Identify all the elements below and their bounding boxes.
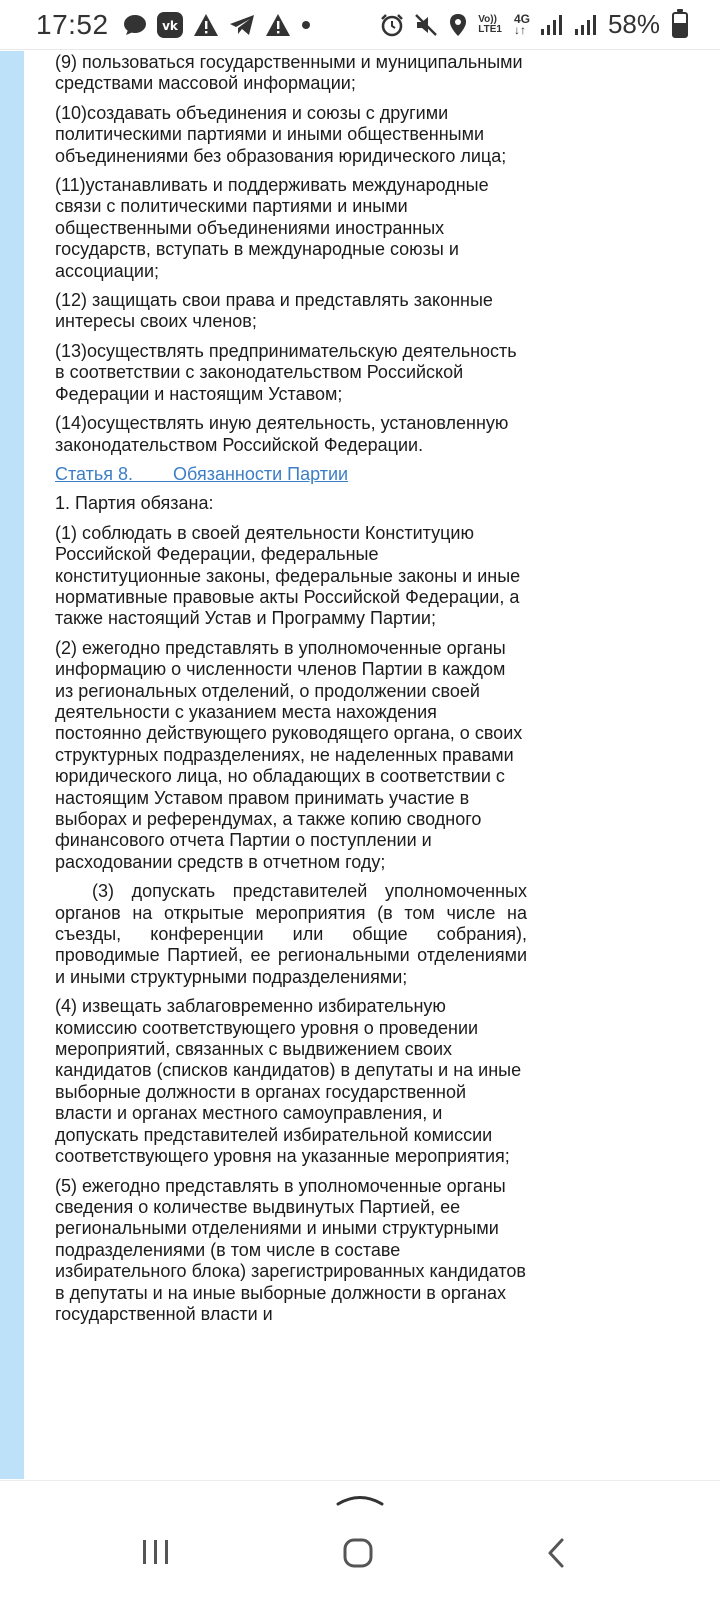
svg-text:vk: vk xyxy=(161,18,178,33)
list-item: (5) ежегодно представлять в уполномоченные органы сведения о количестве выдвинутых Партией, ее региональными отделениями и иными структурными подразделениями (в том числе в составе избирательного блока) зарегистрированных кандидатов в депутаты и на иные выборные должности в органах государственной власти и xyxy=(55,1175,526,1324)
status-bar xyxy=(0,0,720,50)
warning-icon xyxy=(265,13,291,37)
battery-level xyxy=(674,23,686,36)
message-icon xyxy=(123,14,147,36)
network-type-label: 4G xyxy=(513,11,530,26)
signal-icon xyxy=(540,13,564,37)
list-item: (9) пользоваться государственными и муниципальными средствами массовой информации; xyxy=(55,52,523,94)
list-item: (12) защищать свои права и представлять законные интересы своих членов; xyxy=(55,290,493,332)
list-item: (3) допускать представителей уполномоченных органов на открытые мероприятия (в том числе на съезды, конференции или общие собрания), проводимые Партией, ее региональными отделениями и иными структурными подразделениями; xyxy=(55,881,527,987)
back-icon[interactable] xyxy=(545,1537,569,1569)
list-item: (13)осуществлять предпринимательскую деятельность в соответствии с законодательством Российской Федерации и настоящим Уставом; xyxy=(55,340,517,404)
section-intro: 1. Партия обязана: xyxy=(55,493,214,514)
battery-icon xyxy=(672,12,688,38)
home-icon[interactable] xyxy=(342,1537,374,1569)
list-item: (4) извещать заблаговременно избирательную комиссию соответствующего уровня о проведении мероприятий, связанных с выдвижением своих кандидатов (списков кандидатов) в депутаты и на иные выборные должности в органах государственной власти и органах местного самоуправления, и допускать представителей избирательной комиссии соответствующего уровня на указанные мероприятия; xyxy=(55,996,522,1167)
article-8-link[interactable]: Статья 8. Обязанности Партии xyxy=(55,463,349,484)
battery-percent: 58% xyxy=(607,9,660,39)
network-lte xyxy=(478,15,502,35)
dot-icon xyxy=(301,20,311,30)
status-time: 17:52 xyxy=(36,8,109,40)
telegram-icon xyxy=(229,14,255,36)
vk-icon xyxy=(157,12,183,38)
list-item: (10)создавать объединения и союзы с другими политическими партиями и иными общественными объединениями без образования юридического лица; xyxy=(55,102,507,166)
list-item: (2) ежегодно представлять в уполномоченные органы информацию о численности членов Партии в каждом из региональных отделений, о продолжении своей деятельности с указанием места нахождения постоянно действующего руководящего органа, о своих структурных подразделениях, не наделенных правами юридического лица, но обладающих в соответствии с настоящим Уставом правом принимать участие в выборах и референдумах, а также копию сводного финансового отчета Партии о поступлении и расходовании средств в отчетном году; xyxy=(55,637,523,872)
mute-icon xyxy=(414,13,438,37)
chevron-up-icon[interactable] xyxy=(335,1489,385,1509)
recent-apps-icon[interactable] xyxy=(140,1537,172,1567)
list-item: (1) соблюдать в своей деятельности Конституцию Российской Федерации, федеральные конституционные законы, федеральные законы и иные нормативные правовые акты Российской Федерации, а также настоящий Устав и Программу Партии; xyxy=(55,522,521,629)
location-icon xyxy=(448,13,468,37)
list-item: (14)осуществлять иную деятельность, установленную законодательством Российской Федерации. xyxy=(55,413,509,455)
lte-line-2: LTE1 xyxy=(478,23,502,35)
document-content[interactable] xyxy=(55,52,527,1480)
network-type xyxy=(513,11,530,37)
signal-icon xyxy=(574,13,598,37)
status-left xyxy=(36,9,311,41)
lte-line-1: Vo)) xyxy=(478,13,497,25)
alarm-icon xyxy=(380,13,404,37)
document-margin-strip xyxy=(0,51,24,1479)
warning-icon xyxy=(193,13,219,37)
list-item: (11)устанавливать и поддерживать международные связи с политическими партиями и иными общественными объединениями иностранных государств, вступать в международные союзы и ассоциации; xyxy=(55,175,489,281)
data-arrows-icon: ↓↑ xyxy=(513,22,526,37)
status-right xyxy=(380,9,688,40)
bottom-navigation-bar xyxy=(0,1480,720,1601)
